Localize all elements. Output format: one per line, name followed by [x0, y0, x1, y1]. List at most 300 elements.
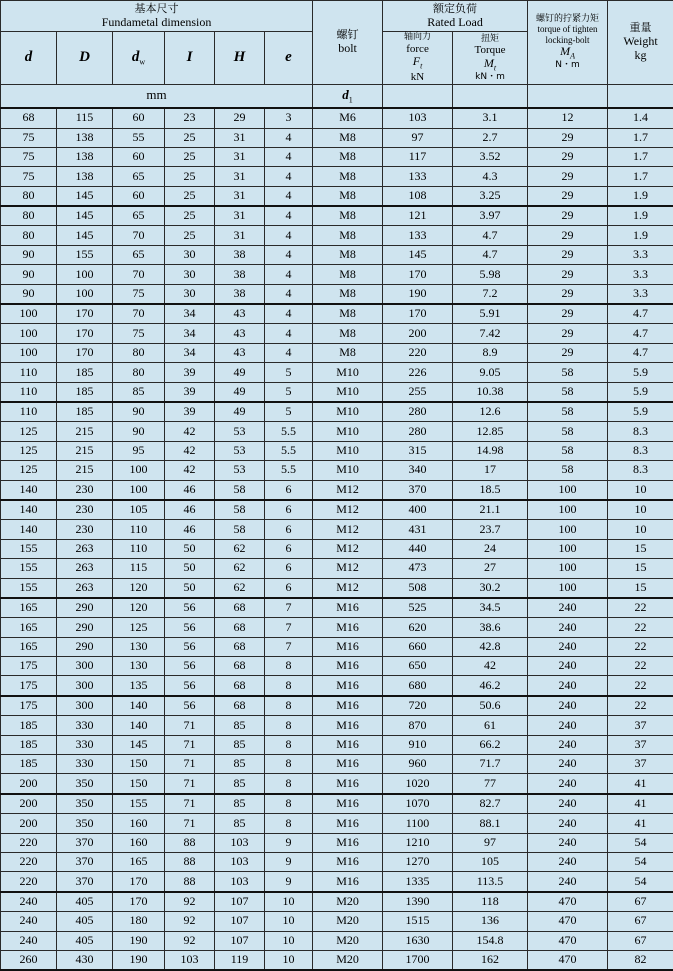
- table-row: [1, 480, 673, 500]
- cell-e: 10: [265, 931, 313, 950]
- table-row: [1, 950, 673, 970]
- cell-I: 50: [165, 539, 215, 558]
- cell-weight: 15: [608, 559, 673, 578]
- cell-e: 4: [265, 343, 313, 362]
- cell-bolt: M16: [313, 833, 383, 852]
- cell-I: 25: [165, 128, 215, 147]
- cell-e: 5.5: [265, 441, 313, 460]
- cell-weight: 22: [608, 637, 673, 656]
- cell-torque: 38.6: [453, 618, 528, 637]
- cell-e: 8: [265, 774, 313, 794]
- cell-tighten: 29: [528, 343, 608, 362]
- cell-torque: 9.05: [453, 363, 528, 382]
- cell-I: 71: [165, 716, 215, 735]
- cell-tighten: 12: [528, 108, 608, 128]
- header-group-weight-cn: 重量: [630, 22, 652, 35]
- cell-weight: 1.9: [608, 186, 673, 206]
- cell-tighten: 470: [528, 931, 608, 950]
- cell-tighten: 58: [528, 402, 608, 422]
- cell-dw: 90: [113, 402, 165, 422]
- cell-torque: 8.9: [453, 343, 528, 362]
- cell-d: 140: [1, 480, 57, 500]
- cell-H: 103: [215, 833, 265, 852]
- cell-torque: 2.7: [453, 128, 528, 147]
- cell-bolt: M12: [313, 480, 383, 500]
- cell-e: 6: [265, 559, 313, 578]
- cell-H: 43: [215, 304, 265, 324]
- cell-dw: 95: [113, 441, 165, 460]
- cell-I: 25: [165, 147, 215, 166]
- cell-d: 240: [1, 912, 57, 931]
- cell-torque: 4.7: [453, 226, 528, 245]
- cell-bolt: M12: [313, 500, 383, 520]
- cell-bolt: M8: [313, 226, 383, 245]
- cell-dw: 65: [113, 167, 165, 186]
- cell-I: 92: [165, 892, 215, 912]
- cell-I: 39: [165, 363, 215, 382]
- cell-weight: 15: [608, 539, 673, 558]
- cell-d: 75: [1, 128, 57, 147]
- cell-d: 240: [1, 892, 57, 912]
- header-unit-torque-blank: [453, 84, 528, 108]
- cell-D: 145: [57, 206, 113, 226]
- cell-tighten: 100: [528, 500, 608, 520]
- cell-force: 525: [383, 598, 453, 618]
- table-row: [1, 892, 673, 912]
- cell-weight: 8.3: [608, 441, 673, 460]
- header-unit-weight-blank: [608, 84, 673, 108]
- cell-tighten: 58: [528, 382, 608, 402]
- header-row-units: [1, 84, 673, 108]
- cell-weight: 4.7: [608, 343, 673, 362]
- cell-torque: 27: [453, 559, 528, 578]
- cell-e: 8: [265, 735, 313, 754]
- cell-e: 5: [265, 363, 313, 382]
- table-row: [1, 774, 673, 794]
- cell-tighten: 29: [528, 265, 608, 284]
- cell-d: 155: [1, 578, 57, 598]
- table-row: [1, 128, 673, 147]
- cell-bolt: M10: [313, 363, 383, 382]
- table-row: [1, 637, 673, 656]
- cell-H: 107: [215, 931, 265, 950]
- cell-force: 370: [383, 480, 453, 500]
- cell-tighten: 29: [528, 128, 608, 147]
- cell-e: 9: [265, 872, 313, 892]
- cell-D: 370: [57, 833, 113, 852]
- cell-weight: 41: [608, 814, 673, 833]
- cell-D: 350: [57, 774, 113, 794]
- table-row: [1, 931, 673, 950]
- cell-bolt: M8: [313, 147, 383, 166]
- cell-e: 10: [265, 892, 313, 912]
- cell-dw: 180: [113, 912, 165, 931]
- header-group-tighten-sym-sub: A: [570, 51, 575, 60]
- cell-bolt: M10: [313, 402, 383, 422]
- table-row: [1, 539, 673, 558]
- cell-D: 330: [57, 755, 113, 774]
- cell-H: 68: [215, 618, 265, 637]
- cell-I: 30: [165, 245, 215, 264]
- cell-torque: 136: [453, 912, 528, 931]
- table-row: [1, 363, 673, 382]
- cell-I: 103: [165, 950, 215, 970]
- cell-torque: 14.98: [453, 441, 528, 460]
- cell-dw: 105: [113, 500, 165, 520]
- cell-H: 85: [215, 794, 265, 814]
- cell-D: 350: [57, 794, 113, 814]
- header-group-weight: [608, 1, 673, 85]
- cell-I: 71: [165, 814, 215, 833]
- cell-tighten: 29: [528, 206, 608, 226]
- cell-I: 56: [165, 676, 215, 696]
- cell-weight: 67: [608, 912, 673, 931]
- cell-I: 42: [165, 461, 215, 480]
- cell-dw: 150: [113, 774, 165, 794]
- cell-dw: 190: [113, 950, 165, 970]
- cell-e: 7: [265, 637, 313, 656]
- cell-e: 6: [265, 480, 313, 500]
- cell-force: 170: [383, 304, 453, 324]
- cell-I: 56: [165, 637, 215, 656]
- cell-e: 7: [265, 618, 313, 637]
- cell-torque: 113.5: [453, 872, 528, 892]
- header-group-fundamental-cn: 基本尺寸: [135, 3, 179, 16]
- cell-weight: 67: [608, 892, 673, 912]
- cell-dw: 140: [113, 696, 165, 716]
- table-row: [1, 676, 673, 696]
- cell-torque: 4.3: [453, 167, 528, 186]
- header-unit-tighten-blank: [528, 84, 608, 108]
- header-group-rated-en: Rated Load: [427, 16, 483, 30]
- cell-tighten: 58: [528, 422, 608, 441]
- cell-d: 200: [1, 774, 57, 794]
- cell-D: 290: [57, 618, 113, 637]
- cell-force: 1270: [383, 852, 453, 871]
- cell-d: 140: [1, 500, 57, 520]
- header-group-bolt-en: bolt: [338, 42, 357, 56]
- cell-D: 138: [57, 147, 113, 166]
- cell-e: 8: [265, 716, 313, 735]
- cell-force: 910: [383, 735, 453, 754]
- table-row: [1, 461, 673, 480]
- cell-H: 62: [215, 559, 265, 578]
- cell-force: 190: [383, 284, 453, 304]
- cell-D: 170: [57, 304, 113, 324]
- cell-d: 140: [1, 520, 57, 539]
- table-row: [1, 833, 673, 852]
- cell-d: 125: [1, 461, 57, 480]
- cell-H: 68: [215, 598, 265, 618]
- cell-weight: 1.4: [608, 108, 673, 128]
- table-row: [1, 618, 673, 637]
- cell-torque: 12.6: [453, 402, 528, 422]
- cell-torque: 42: [453, 657, 528, 676]
- cell-bolt: M8: [313, 304, 383, 324]
- cell-d: 260: [1, 950, 57, 970]
- cell-D: 430: [57, 950, 113, 970]
- cell-tighten: 100: [528, 539, 608, 558]
- cell-force: 680: [383, 676, 453, 696]
- cell-I: 56: [165, 598, 215, 618]
- header-col-dw: $d_w$: [113, 32, 165, 84]
- cell-d: 100: [1, 304, 57, 324]
- cell-H: 38: [215, 284, 265, 304]
- cell-torque: 66.2: [453, 735, 528, 754]
- cell-d: 100: [1, 343, 57, 362]
- cell-D: 115: [57, 108, 113, 128]
- cell-tighten: 470: [528, 950, 608, 970]
- cell-torque: 82.7: [453, 794, 528, 814]
- cell-weight: 5.9: [608, 402, 673, 422]
- header-col-d1: $d_1$: [313, 84, 383, 108]
- cell-torque: 3.97: [453, 206, 528, 226]
- cell-force: 170: [383, 265, 453, 284]
- cell-dw: 110: [113, 539, 165, 558]
- cell-dw: 135: [113, 676, 165, 696]
- cell-H: 85: [215, 755, 265, 774]
- table-row: [1, 441, 673, 460]
- cell-dw: 190: [113, 931, 165, 950]
- cell-weight: 22: [608, 618, 673, 637]
- cell-torque: 3.25: [453, 186, 528, 206]
- cell-I: 56: [165, 618, 215, 637]
- table-row: [1, 343, 673, 362]
- cell-dw: 100: [113, 480, 165, 500]
- cell-force: 1210: [383, 833, 453, 852]
- cell-dw: 120: [113, 598, 165, 618]
- cell-tighten: 29: [528, 245, 608, 264]
- cell-bolt: M20: [313, 950, 383, 970]
- cell-I: 88: [165, 833, 215, 852]
- cell-e: 8: [265, 657, 313, 676]
- cell-weight: 67: [608, 931, 673, 950]
- cell-bolt: M8: [313, 343, 383, 362]
- cell-H: 62: [215, 539, 265, 558]
- cell-force: 1630: [383, 931, 453, 950]
- cell-tighten: 240: [528, 618, 608, 637]
- cell-bolt: M16: [313, 735, 383, 754]
- cell-weight: 37: [608, 735, 673, 754]
- cell-weight: 41: [608, 774, 673, 794]
- header-col-H: H: [215, 32, 265, 84]
- cell-e: 4: [265, 186, 313, 206]
- cell-D: 100: [57, 284, 113, 304]
- cell-D: 330: [57, 716, 113, 735]
- cell-force: 1390: [383, 892, 453, 912]
- cell-force: 226: [383, 363, 453, 382]
- cell-H: 103: [215, 852, 265, 871]
- cell-D: 100: [57, 265, 113, 284]
- cell-D: 145: [57, 186, 113, 206]
- cell-dw: 70: [113, 265, 165, 284]
- cell-d: 155: [1, 559, 57, 578]
- cell-tighten: 240: [528, 637, 608, 656]
- cell-weight: 4.7: [608, 324, 673, 343]
- cell-bolt: M16: [313, 755, 383, 774]
- cell-force: 1515: [383, 912, 453, 931]
- cell-e: 4: [265, 128, 313, 147]
- cell-H: 29: [215, 108, 265, 128]
- cell-D: 405: [57, 892, 113, 912]
- cell-d: 110: [1, 402, 57, 422]
- cell-d: 90: [1, 284, 57, 304]
- cell-weight: 54: [608, 833, 673, 852]
- table-row: [1, 422, 673, 441]
- cell-tighten: 100: [528, 559, 608, 578]
- cell-I: 25: [165, 167, 215, 186]
- cell-tighten: 240: [528, 852, 608, 871]
- cell-bolt: M8: [313, 245, 383, 264]
- cell-torque: 17: [453, 461, 528, 480]
- header-group-fundamental: [1, 1, 313, 32]
- cell-e: 4: [265, 324, 313, 343]
- cell-d: 110: [1, 363, 57, 382]
- cell-d: 68: [1, 108, 57, 128]
- cell-torque: 5.98: [453, 265, 528, 284]
- table-row: [1, 108, 673, 128]
- cell-D: 185: [57, 382, 113, 402]
- cell-force: 121: [383, 206, 453, 226]
- cell-torque: 97: [453, 833, 528, 852]
- cell-d: 90: [1, 245, 57, 264]
- cell-force: 340: [383, 461, 453, 480]
- cell-H: 62: [215, 578, 265, 598]
- header-group-bolt-cn: 螺钉: [337, 29, 359, 42]
- cell-weight: 10: [608, 520, 673, 539]
- cell-weight: 8.3: [608, 422, 673, 441]
- cell-e: 9: [265, 833, 313, 852]
- cell-bolt: M12: [313, 539, 383, 558]
- cell-I: 56: [165, 657, 215, 676]
- table-row: [1, 186, 673, 206]
- header-col-torque: 扭矩 Torque $M_t$ kN・m: [453, 32, 528, 84]
- cell-tighten: 240: [528, 872, 608, 892]
- cell-torque: 77: [453, 774, 528, 794]
- cell-H: 31: [215, 147, 265, 166]
- cell-e: 4: [265, 167, 313, 186]
- cell-dw: 115: [113, 559, 165, 578]
- cell-dw: 60: [113, 108, 165, 128]
- cell-e: 4: [265, 147, 313, 166]
- cell-torque: 4.7: [453, 245, 528, 264]
- cell-D: 138: [57, 167, 113, 186]
- cell-D: 290: [57, 598, 113, 618]
- cell-d: 80: [1, 206, 57, 226]
- cell-bolt: M20: [313, 912, 383, 931]
- header-unit-mm: mm: [1, 84, 313, 108]
- cell-dw: 125: [113, 618, 165, 637]
- cell-I: 39: [165, 382, 215, 402]
- cell-H: 68: [215, 676, 265, 696]
- table-row: [1, 324, 673, 343]
- cell-tighten: 29: [528, 304, 608, 324]
- table-row: [1, 265, 673, 284]
- cell-D: 230: [57, 500, 113, 520]
- table-row: [1, 872, 673, 892]
- cell-bolt: M16: [313, 657, 383, 676]
- cell-e: 8: [265, 794, 313, 814]
- cell-D: 155: [57, 245, 113, 264]
- cell-torque: 21.1: [453, 500, 528, 520]
- table-row: [1, 245, 673, 264]
- cell-tighten: 240: [528, 696, 608, 716]
- header-group-weight-en: Weight: [623, 35, 657, 49]
- cell-d: 175: [1, 676, 57, 696]
- cell-weight: 54: [608, 852, 673, 871]
- cell-torque: 23.7: [453, 520, 528, 539]
- cell-e: 4: [265, 284, 313, 304]
- cell-I: 71: [165, 755, 215, 774]
- cell-weight: 1.7: [608, 147, 673, 166]
- cell-torque: 42.8: [453, 637, 528, 656]
- cell-e: 4: [265, 206, 313, 226]
- cell-e: 9: [265, 852, 313, 871]
- cell-e: 5.5: [265, 422, 313, 441]
- cell-weight: 3.3: [608, 245, 673, 264]
- cell-weight: 22: [608, 598, 673, 618]
- cell-H: 107: [215, 912, 265, 931]
- cell-torque: 30.2: [453, 578, 528, 598]
- header-group-fundamental-en: Fundametal dimension: [102, 16, 212, 30]
- cell-e: 6: [265, 578, 313, 598]
- cell-D: 300: [57, 696, 113, 716]
- header-col-I: I: [165, 32, 215, 84]
- cell-dw: 110: [113, 520, 165, 539]
- cell-bolt: M8: [313, 186, 383, 206]
- cell-d: 110: [1, 382, 57, 402]
- cell-I: 34: [165, 304, 215, 324]
- cell-bolt: M16: [313, 872, 383, 892]
- cell-e: 8: [265, 676, 313, 696]
- cell-H: 31: [215, 206, 265, 226]
- cell-H: 103: [215, 872, 265, 892]
- cell-torque: 10.38: [453, 382, 528, 402]
- header-col-force: 轴向力 force $F_t$ kN: [383, 32, 453, 84]
- cell-I: 34: [165, 324, 215, 343]
- cell-tighten: 29: [528, 284, 608, 304]
- cell-D: 145: [57, 226, 113, 245]
- table-header: [1, 1, 673, 109]
- cell-weight: 22: [608, 657, 673, 676]
- cell-dw: 80: [113, 363, 165, 382]
- cell-I: 30: [165, 284, 215, 304]
- cell-bolt: M8: [313, 324, 383, 343]
- cell-dw: 85: [113, 382, 165, 402]
- cell-H: 85: [215, 814, 265, 833]
- cell-tighten: 100: [528, 480, 608, 500]
- cell-weight: 10: [608, 480, 673, 500]
- cell-force: 508: [383, 578, 453, 598]
- cell-e: 6: [265, 539, 313, 558]
- cell-H: 53: [215, 461, 265, 480]
- cell-force: 220: [383, 343, 453, 362]
- cell-I: 39: [165, 402, 215, 422]
- cell-I: 88: [165, 852, 215, 871]
- cell-D: 370: [57, 852, 113, 871]
- cell-e: 8: [265, 755, 313, 774]
- cell-I: 71: [165, 774, 215, 794]
- cell-I: 46: [165, 520, 215, 539]
- cell-torque: 3.52: [453, 147, 528, 166]
- table-row: [1, 814, 673, 833]
- header-col-d: d: [1, 32, 57, 84]
- cell-dw: 120: [113, 578, 165, 598]
- cell-H: 68: [215, 637, 265, 656]
- cell-torque: 88.1: [453, 814, 528, 833]
- cell-I: 23: [165, 108, 215, 128]
- table-row: [1, 794, 673, 814]
